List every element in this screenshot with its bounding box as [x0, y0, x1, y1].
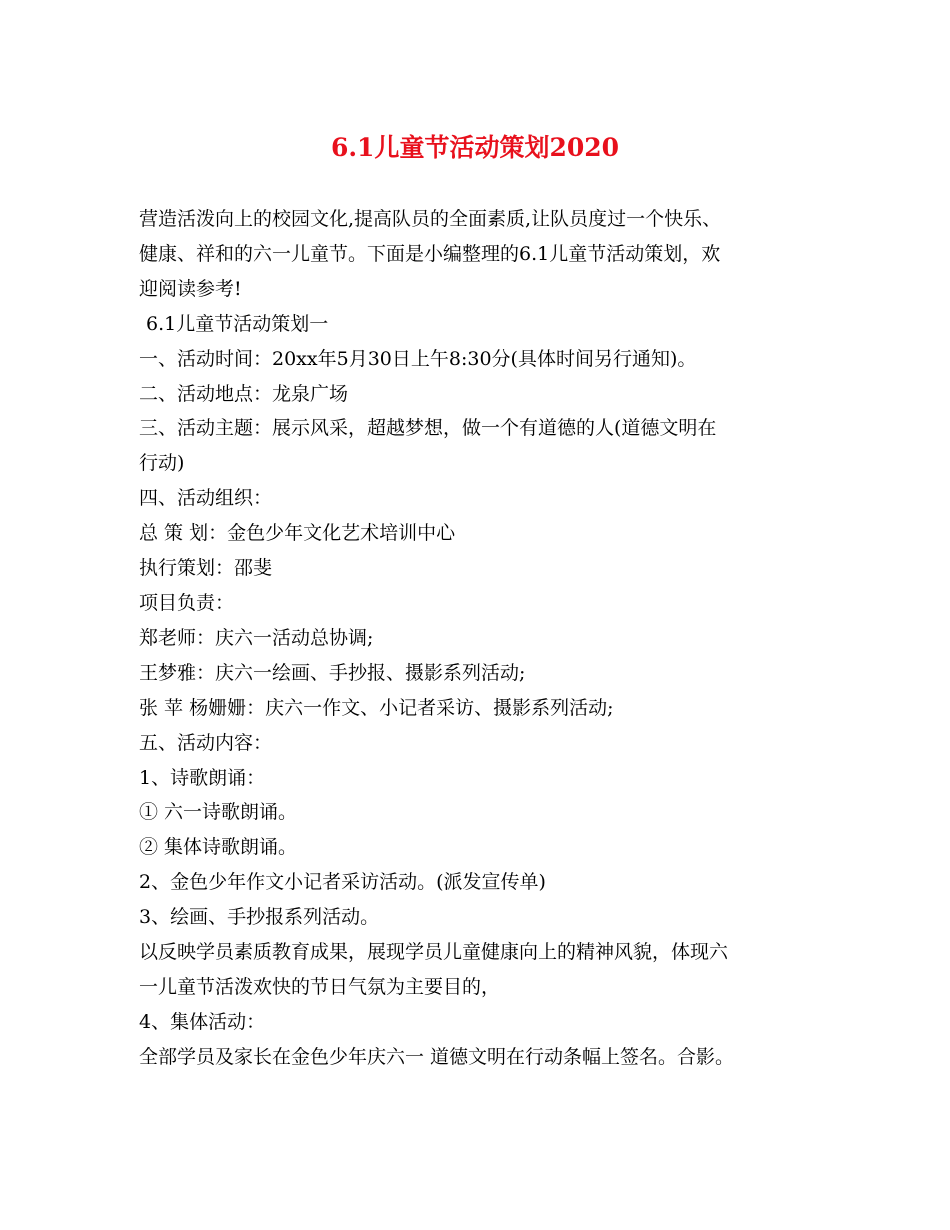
paragraph-line: 一儿童节活泼欢快的节日气氛为主要目的，	[139, 975, 501, 998]
paragraph-line: 三、活动主题：展示风采，超越梦想，做一个有道德的人(道德文明在	[139, 417, 717, 440]
document-title: 6.1儿童节活动策划2020	[330, 133, 620, 162]
paragraph-line: 3、绘画、手抄报系列活动。	[139, 906, 380, 929]
paragraph-line: 王梦雅：庆六一绘画、手抄报、摄影系列活动;	[139, 661, 526, 684]
paragraph-line: ② 集体诗歌朗诵。	[139, 836, 298, 859]
paragraph-line: 2、金色少年作文小记者采访活动。(派发宣传单)	[139, 871, 546, 894]
paragraph-line: 总 策 划：金色少年文化艺术培训中心	[139, 522, 456, 545]
document-body	[139, 202, 819, 1075]
section-title: 6.1儿童节活动策划一	[146, 312, 329, 335]
paragraph-line: 执行策划：邵斐	[139, 557, 273, 580]
intro-line: 迎阅读参考!	[139, 277, 242, 300]
intro-line: 健康、祥和的六一儿童节。下面是小编整理的6.1儿童节活动策划，欢	[139, 242, 721, 265]
paragraph-line: 全部学员及家长在金色少年庆六一 道德文明在行动条幅上签名。合影。	[139, 1045, 735, 1068]
paragraph-line: 行动)	[139, 452, 185, 475]
paragraph-line: 以反映学员素质教育成果，展现学员儿童健康向上的精神风貌，体现六	[139, 941, 729, 964]
paragraph-line: 张 苹 杨姗姗：庆六一作文、小记者采访、摄影系列活动;	[139, 696, 614, 719]
paragraph-line: 1、诗歌朗诵：	[139, 766, 266, 789]
paragraph-line: 一、活动时间：20xx年5月30日上午8:30分(具体时间另行通知)。	[139, 347, 697, 370]
paragraph-line: 五、活动内容：	[139, 731, 273, 754]
paragraph-line: 四、活动组织：	[139, 487, 273, 510]
paragraph-line: 项目负责：	[139, 591, 235, 614]
intro-line: 营造活泼向上的校园文化,提高队员的全面素质,让队员度过一个快乐、	[139, 208, 722, 230]
paragraph-line: ① 六一诗歌朗诵。	[139, 801, 298, 824]
paragraph-line: 4、集体活动：	[139, 1010, 266, 1033]
paragraph-line: 二、活动地点：龙泉广场	[139, 382, 349, 405]
paragraph-line: 郑老师：庆六一活动总协调;	[139, 626, 374, 649]
